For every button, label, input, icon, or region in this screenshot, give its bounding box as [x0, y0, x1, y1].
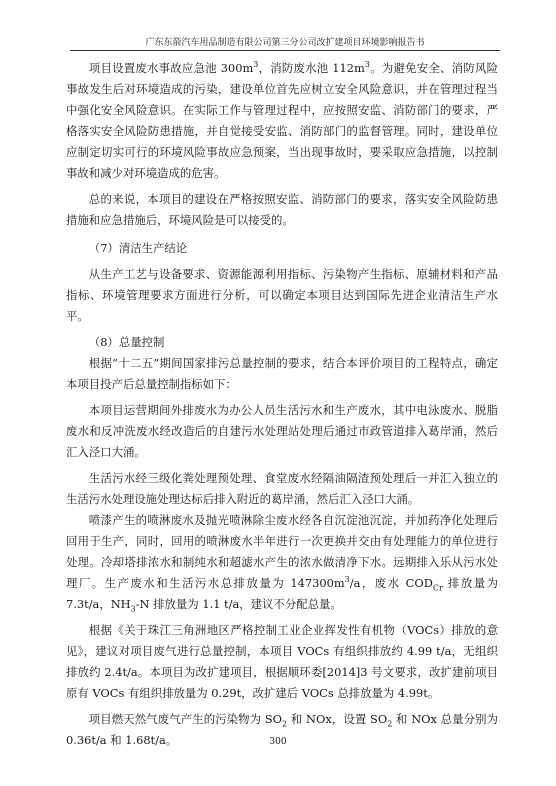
- subscript: 3: [130, 604, 136, 614]
- superscript: 3: [253, 60, 259, 70]
- superscript: 3: [344, 575, 350, 585]
- superscript: 3: [364, 60, 370, 70]
- section-heading-total-control: （8）总量控制: [88, 335, 165, 349]
- section-heading-clean-production: （7）清洁生产结论: [88, 241, 188, 255]
- paragraph-vocs: 根据《关于珠江三角洲地区严格控制工业企业挥发性有机物（VOCs）排放的意见》，建议对项目废气进行总量控制，本项目 VOCs 有组织排放约 4.99 t/a，无组织排放约 2.4t/a。本项目为改扩建项目，根据顺环委[2014]3 号文要求，改扩建前项目原有 VOCs 有组织排放量为 0.29t，改扩建后 VOCs 总排放量为 4.99t。: [66, 623, 498, 700]
- paragraph-total-control-intro: 根据“十二五”期间国家排污总量控制的要求，结合本评价项目的工程特点，确定本项目投产后总量控制指标如下：: [66, 356, 498, 391]
- subscript: 2: [282, 719, 288, 729]
- paragraph-emergency-pool: 项目设置废水事故应急池 $300m^3$，消防废水池 $112m^3$。为避免安全、消防风险事故发生后对环境造成的污染，建设单位首先应树立安全风险意识，并在管理过程当中强化安全风险意识。在实际工作与管理过程中，应按照安监、消防部门的要求，严格落实安全风险防患措施，并自觉接受安监、消防部门的监督管理。同时，建设单位应制定切实可行的环境风险事故应急预案，当出现事故时，要采取应急措施，以控制事故和减少对环境造成的危害。: [66, 60, 498, 180]
- paragraph-natural-gas: 项目燃天然气废气产生的污染物为 $SO_2$ 和 NOx，设置 $SO_2$ 和 NOx 总量分别为 0.36t/a 和 1.68t/a。: [66, 712, 498, 747]
- paragraph-wastewater-discharge: 本项目运营期间外排废水为办公人员生活污水和生产废水，其中电泳废水、脱脂废水和反冲洗废水经改造后的自建污水处理站处理后通过市政管道排入葛岸涌，然后汇入泾口大涌。: [66, 403, 498, 459]
- subscript: 2: [387, 719, 393, 729]
- paragraph-clean-production: 从生产工艺与设备要求、资源能源利用指标、污染物产生指标、原辅材料和产品指标、环境管理要求方面进行分析，可以确定本项目达到国际先进企业清洁生产水平。: [66, 267, 498, 323]
- document-body: [66, 58, 498, 751]
- paragraph-spray-wastewater: 喷漆产生的喷淋废水及抛光喷淋除尘废水经各自沉淀池沉淀，并加药净化处理后回用于生产，同时，回用的喷淋废水半年进行一次更换并交由有处理能力的单位进行处理。冷却塔排浓水和制纯水和超滤水产生的浓水做清净下水。远期排入乐从污水处理厂。生产废水和生活污水总排放量为 $147300m^3/a$，废水 $COD_{Cr}$ 排放量为 7.3t/a，$NH_3-N$ 排放量为 1.1 t/a，建议不分配总量。: [66, 513, 499, 614]
- page-number: 300: [269, 737, 287, 747]
- paragraph-domestic-sewage: 生活污水经三级化粪处理预处理、食堂废水经隔油隔渣预处理后一并汇入独立的生活污水处理设施处理达标后排入附近的葛岸涌，然后汇入泾口大涌。: [66, 471, 498, 506]
- paragraph-risk-summary: 总的来说，本项目的建设在严格按照安监、消防部门的要求，落实安全风险防患措施和应急措施后，环境风险是可以接受的。: [66, 192, 498, 227]
- subscript: Cr: [432, 583, 443, 593]
- page-header: 广东东箭汽车用品制造有限公司第三分公司改扩建项目环境影响报告书: [70, 36, 500, 51]
